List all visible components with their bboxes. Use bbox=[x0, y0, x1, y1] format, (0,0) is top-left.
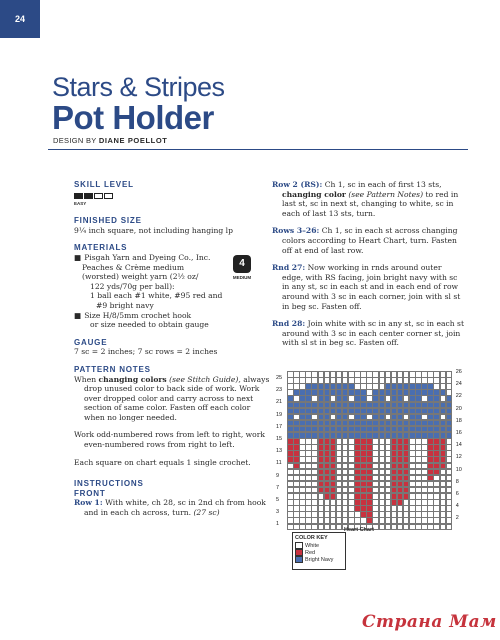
row-number-left: 17 bbox=[276, 423, 283, 430]
row-number-left: 5 bbox=[276, 497, 280, 503]
round-28: Rnd 28: Join white with sc in any st, sc in each st around with 3 sc in each center corner st, join with sl st in beg sc. Fasten off. bbox=[272, 319, 465, 348]
row-number-right: 26 bbox=[455, 369, 462, 375]
front-heading: FRONT bbox=[74, 488, 106, 498]
designer-name: DIANE POELLOT bbox=[98, 136, 168, 145]
materials-heading: MATERIALS bbox=[74, 243, 128, 253]
material-line: (worsted) weight yarn (2½ oz/ bbox=[82, 272, 199, 282]
notes-paragraph-3: Each square on chart equals 1 single crochet. bbox=[74, 457, 251, 467]
yarn-weight-label: MEDIUM bbox=[232, 274, 252, 280]
rows-3-26: Rows 3–26: Ch 1, sc in each st across changing colors according to Heart Chart, turn. Fasten off at end of last row. bbox=[272, 226, 458, 255]
material-line: Peaches & Crème medium bbox=[82, 262, 185, 272]
skill-heading: SKILL LEVEL bbox=[74, 180, 134, 189]
row-number-left: 1 bbox=[276, 521, 280, 528]
row-number-left: 13 bbox=[276, 448, 283, 455]
row-number-right: 20 bbox=[455, 405, 462, 412]
skill-bar-filled bbox=[84, 193, 93, 199]
page-number: 24 bbox=[14, 14, 25, 24]
notes-heading: PATTERN NOTES bbox=[74, 364, 151, 374]
page-number-tab bbox=[0, 0, 40, 38]
color-key bbox=[292, 532, 346, 570]
size-heading: FINISHED SIZE bbox=[74, 216, 142, 226]
title-line-1: Stars & Stripes bbox=[52, 72, 225, 102]
swatch-red bbox=[295, 549, 303, 556]
materials-list bbox=[74, 253, 270, 330]
skill-bar-empty bbox=[94, 193, 103, 199]
row-number-right: 12 bbox=[455, 454, 462, 461]
skill-bar-filled bbox=[74, 193, 83, 199]
material-line: #9 bright navy bbox=[96, 300, 154, 310]
color-key-red: Red bbox=[295, 549, 343, 556]
title-rule bbox=[48, 149, 468, 150]
watermark: Страна Мам bbox=[362, 612, 497, 632]
size-text: 9¼ inch square, not including hanging lp bbox=[74, 225, 233, 235]
row-number-left: 21 bbox=[276, 399, 283, 406]
row-number-left: 3 bbox=[276, 509, 280, 516]
row-number-right: 2 bbox=[455, 515, 459, 522]
yarn-weight-symbol bbox=[230, 255, 254, 283]
material-line: 122 yds/70g per ball): bbox=[90, 281, 175, 291]
row-number-right: 14 bbox=[455, 442, 462, 449]
skill-bar-empty bbox=[104, 193, 113, 199]
row-number-left: 25 bbox=[276, 375, 283, 381]
material-line: ■ Pisgah Yarn and Dyeing Co., Inc. bbox=[74, 252, 211, 262]
row-number-right: 24 bbox=[455, 381, 462, 388]
row-number-right: 8 bbox=[455, 478, 459, 485]
row-number-right: 6 bbox=[455, 491, 459, 497]
gauge-heading: GAUGE bbox=[74, 337, 108, 347]
row-1: Row 1: With white, ch 28, sc in 2nd ch from hook and in each ch across, turn. (27 sc) bbox=[74, 498, 266, 518]
material-line: or size needed to obtain gauge bbox=[90, 320, 209, 330]
row-number-left: 19 bbox=[276, 411, 283, 418]
row-number-left: 23 bbox=[276, 387, 283, 394]
swatch-navy bbox=[295, 556, 303, 563]
yarn-weight-icon: 4 bbox=[233, 255, 251, 273]
row-number-right: 4 bbox=[455, 503, 459, 510]
byline-prefix: DESIGN BY bbox=[53, 136, 97, 145]
material-line: ■ Size H/8/5mm crochet hook bbox=[74, 310, 192, 320]
color-key-title: COLOR KEY bbox=[295, 535, 328, 541]
row-number-right: 10 bbox=[455, 466, 462, 473]
chart-caption: Heart Chart bbox=[344, 527, 374, 533]
material-line: 1 ball each #1 white, #95 red and bbox=[90, 291, 223, 301]
gauge-text: 7 sc = 2 inches; 7 sc rows = 2 inches bbox=[74, 347, 218, 357]
row-number-right: 22 bbox=[455, 393, 462, 400]
byline bbox=[53, 136, 167, 145]
round-27: Rnd 27: Now working in rnds around outer edge, with RS facing, join bright navy with sc in any st, sc in each st and in each end of row around with 3 sc in each corner, join with sl st in beg sc. Fasten off. bbox=[272, 263, 461, 311]
instructions-heading: INSTRUCTIONS bbox=[74, 479, 144, 489]
title-line-2: Pot Holder bbox=[52, 99, 214, 136]
row-number-left: 15 bbox=[276, 436, 283, 442]
row-number-left: 7 bbox=[276, 484, 280, 491]
left-column bbox=[74, 180, 270, 518]
bullet-icon: ■ bbox=[74, 310, 82, 320]
chart-cell bbox=[446, 524, 453, 531]
row-number-left: 11 bbox=[276, 460, 282, 467]
row-2: Row 2 (RS): Ch 1, sc in each of first 13 sts, changing color (see Pattern Notes) to red in last st, sc in next st, changing to white, sc in each of last 13 sts, turn. bbox=[272, 180, 459, 218]
notes-paragraph-1: When changing colors (see Stitch Guide), always drop unused color to back side of work. Work over dropped color and carry across to next section of same color. Fasten off each color when no longer needed. bbox=[74, 374, 270, 422]
color-key-navy: Bright Navy bbox=[295, 556, 343, 563]
row-number-right: 18 bbox=[455, 417, 462, 424]
notes-paragraph-2: Work odd-numbered rows from left to right, work even-numbered rows from right to left. bbox=[74, 430, 265, 450]
skill-word: EASY bbox=[74, 200, 87, 206]
row-number-left: 9 bbox=[276, 472, 280, 479]
right-column bbox=[272, 180, 464, 348]
color-key-white: White bbox=[295, 542, 343, 549]
bullet-icon: ■ bbox=[74, 252, 82, 262]
swatch-white bbox=[295, 542, 303, 549]
row-number-right: 16 bbox=[455, 430, 462, 436]
